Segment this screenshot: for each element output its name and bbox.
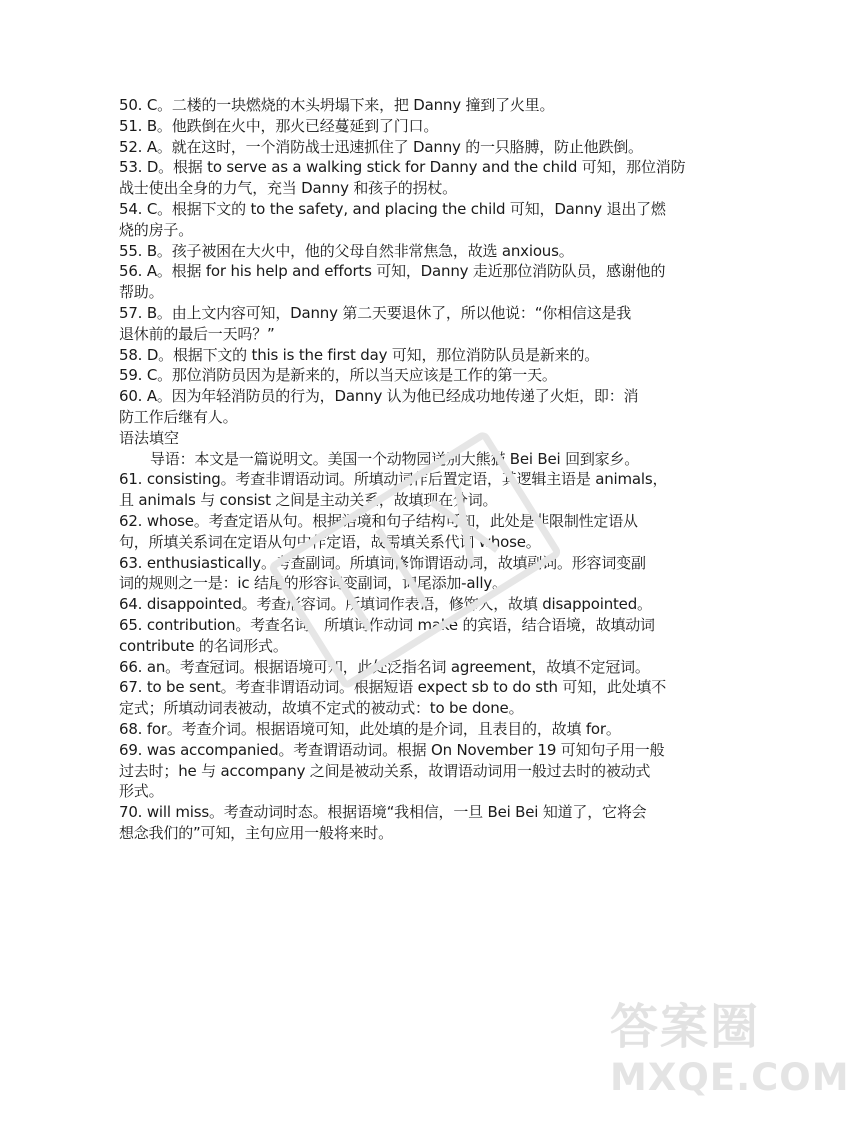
answer-line: 66. an。考查冠词。根据语境可知，此处泛指名词 agreement，故填不定冠词。 <box>119 657 650 676</box>
answer-line: 定式；所填动词表被动，故填不定式的被动式：to be done。 <box>119 699 524 718</box>
answer-line: 过去时；he 与 accompany 之间是被动关系，故谓语动词用一般过去时的被动式 <box>119 761 651 780</box>
answer-line: 51. B。他跌倒在火中，那火已经蔓延到了门口。 <box>119 116 439 135</box>
answer-line: 68. for。考查介词。根据语境可知，此处填的是介词，且表目的，故填 for。 <box>119 719 621 738</box>
answer-line: 词的规则之一是：ic 结尾的形容词变副词，词尾添加-ally。 <box>119 574 507 593</box>
answer-line: 69. was accompanied。考查谓语动词。根据 On November 19 可知句子用一般 <box>119 740 665 759</box>
answer-line: 60. A。因为年轻消防员的行为，Danny 认为他已经成功地传递了火炬，即：消 <box>119 387 639 406</box>
answer-line: 52. A。就在这时，一个消防战士迅速抓住了 Danny 的一只胳膊，防止他跌倒。 <box>119 137 643 156</box>
answer-line: contribute 的名词形式。 <box>119 636 288 655</box>
answer-line: 退休前的最后一天吗？” <box>119 324 275 343</box>
answer-line: 50. C。二楼的一块燃烧的木头坍塌下来，把 Danny 撞到了火里。 <box>119 96 555 114</box>
answer-line: 形式。 <box>119 782 164 801</box>
answer-line: 55. B。孩子被困在大火中，他的父母自然非常焦急，故选 anxious。 <box>119 241 574 260</box>
answer-line: 65. contribution。考查名词。所填词作动词 make 的宾语，结合语境，故填动词 <box>119 615 655 634</box>
answer-line: 54. C。根据下文的 to the safety, and placing the child 可知，Danny 退出了燃 <box>119 199 666 218</box>
answer-line: 58. D。根据下文的 this is the first day 可知，那位消防队员是新来的。 <box>119 345 600 364</box>
watermark-logo <box>610 988 850 1108</box>
answer-block-grammar <box>119 469 679 843</box>
answer-block-cloze <box>119 95 686 428</box>
answer-line: 61. consisting。考查非谓语动词。所填动词作后置定语，其逻辑主语是 animals， <box>119 470 668 489</box>
answer-line: 67. to be sent。考查非谓语动词。根据短语 expect sb to do sth 可知，此处填不 <box>119 678 667 697</box>
answer-line: 想念我们的”可知，主句应用一般将来时。 <box>119 823 393 842</box>
answer-line: 63. enthusiastically。考查副词。所填词修饰谓语动词，故填副词。形容词变副 <box>119 553 646 572</box>
answer-line: 57. B。由上文内容可知，Danny 第二天要退休了，所以他说：“你相信这是我 <box>119 303 632 322</box>
answer-line: 烧的房子。 <box>119 220 194 239</box>
section-title: 语法填空 <box>119 428 180 447</box>
answer-line: 句，所填关系词在定语从句中作定语，故需填关系代词 whose。 <box>119 532 541 551</box>
watermark-logo-domain: MXQE.COM <box>610 1056 850 1099</box>
answer-line: 59. C。那位消防员因为是新来的，所以当天应该是工作的第一天。 <box>119 366 557 385</box>
document-body <box>119 95 686 844</box>
answer-line: 64. disappointed。考查形容词。所填词作表语，修饰人，故填 disappointed。 <box>119 595 652 614</box>
answer-line: 且 animals 与 consist 之间是主动关系，故填现在分词。 <box>119 491 498 510</box>
answer-line: 56. A。根据 for his help and efforts 可知，Danny 走近那位消防队员，感谢他的 <box>119 262 666 281</box>
answer-line: 战士使出全身的力气，充当 Danny 和孩子的拐杖。 <box>119 179 457 198</box>
answer-line: 62. whose。考查定语从句。根据语境和句子结构可知，此处是非限制性定语从 <box>119 511 638 530</box>
answer-line: 防工作后继有人。 <box>119 407 238 426</box>
answer-line: 53. D。根据 to serve as a walking stick for Danny and the child 可知，那位消防 <box>119 158 686 177</box>
answer-line: 70. will miss。考查动词时态。根据语境“我相信，一旦 Bei Bei 知道了，它将会 <box>119 803 647 822</box>
intro-text: 导语：本文是一篇说明文。美国一个动物园送别大熊猫 Bei Bei 回到家乡。 <box>150 449 640 468</box>
answer-line: 帮助。 <box>119 283 164 302</box>
watermark-logo-text: 答案圈 <box>610 999 761 1055</box>
